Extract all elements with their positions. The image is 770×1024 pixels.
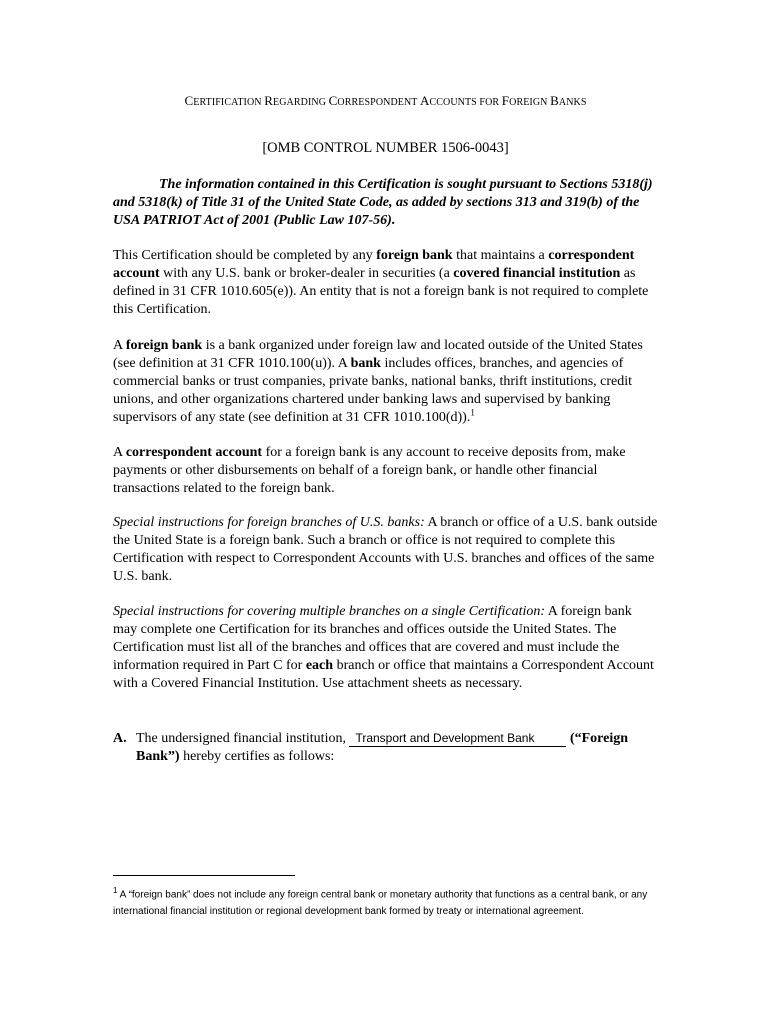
title-part: R	[264, 93, 274, 108]
title-part: EGARDING	[273, 97, 329, 108]
text-run: This Certification should be completed by any	[113, 248, 377, 263]
footnote	[113, 882, 658, 920]
text-run: for a foreign bank is any account to receive deposits from, make payments or other disbursements on behalf of a foreign bank, or handle other financial transactions related to the foreign bank.	[113, 445, 626, 496]
financial-institution-name-field[interactable]: Transport and Development Bank	[349, 731, 566, 747]
text-run: as defined in 31 CFR 1010.605(e)). An entity that is not a foreign bank is not required to complete this Certification.	[113, 266, 649, 317]
instruction-heading: Special instructions for covering multiple branches on a single Certification:	[113, 604, 546, 619]
term-foreign-bank-defined: (“Foreign Bank”)	[136, 731, 629, 764]
text-run: The undersigned financial institution,	[136, 731, 350, 746]
text-run: is a bank organized under foreign law and located outside of the United States (see definition at 31 CFR 1010.100(u)). A	[113, 338, 643, 371]
term-correspondent-account: correspondent account	[113, 248, 635, 281]
title-part: F	[501, 93, 510, 108]
title-part: CCOUNTS FOR	[429, 97, 502, 108]
footnote-reference[interactable]: 1	[470, 407, 475, 418]
section-a	[113, 730, 658, 766]
title-part: OREIGN	[509, 97, 551, 108]
paragraph-correspondent-account-definition	[113, 444, 658, 498]
term-foreign-bank: foreign bank	[125, 338, 203, 353]
text-run: with any U.S. bank or broker-dealer in securities (a	[159, 266, 454, 281]
text-run: A branch or office of a U.S. bank outside the United State is a foreign bank. Such a branch or office is not required to complete this Certification with respect to Correspondent Accounts with U.S. branches and offices of the same U.S. bank.	[113, 515, 658, 584]
term-each: each	[305, 658, 334, 673]
title-part: B	[550, 93, 559, 108]
title-part: A	[419, 93, 430, 108]
text-run: hereby certifies as follows:	[179, 749, 335, 764]
title-part: ANKS	[558, 97, 587, 108]
title-part: ERTIFICATION	[193, 97, 265, 108]
term-foreign-bank: foreign bank	[376, 248, 453, 263]
document-title	[113, 93, 658, 109]
text-run: A	[113, 338, 126, 353]
paragraph-special-instructions-multiple-branches	[113, 603, 658, 693]
text-run: includes offices, branches, and agencies of commercial banks or trust companies, private banks, national banks, thrift institutions, credit unions, and other organizations chartered under banking laws and supervised by banking supervisors of any state (see definition at 31 CFR 1010.100(d)).	[113, 356, 633, 425]
paragraph-scope	[113, 247, 658, 319]
text-run: that maintains a	[452, 248, 549, 263]
term-covered-financial-institution: covered financial institution	[453, 266, 621, 281]
section-letter: A.	[113, 731, 127, 746]
section-a-body	[136, 730, 658, 766]
term-bank: bank	[350, 356, 381, 371]
title-part: C	[184, 93, 194, 108]
footnote-text: A “foreign bank” does not include any foreign central bank or monetary authority that functions as a central bank, or any international financial institution or regional development bank formed by treaty or international agreement.	[113, 889, 648, 918]
title-part: C	[328, 93, 338, 108]
paragraph-special-instructions-us-branches	[113, 514, 658, 586]
instruction-heading: Special instructions for foreign branches of U.S. banks:	[113, 515, 425, 530]
footnote-number: 1	[113, 886, 118, 895]
title-part: ORRESPONDENT	[337, 97, 420, 108]
term-correspondent-account: correspondent account	[125, 445, 263, 460]
omb-control-number: [OMB CONTROL NUMBER 1506-0043]	[262, 140, 509, 156]
text-run: branch or office that maintains a Correspondent Account with a Covered Financial Institution. Use attachment sheets as necessary.	[113, 658, 654, 691]
paragraph-foreign-bank-definition	[113, 337, 658, 427]
footnote-divider	[113, 875, 295, 876]
intro-paragraph: The information contained in this Certification is sought pursuant to Sections 5318(j) and 5318(k) of Title 31 of the United State Code, as added by sections 313 and 319(b) of the USA PATRIOT Act of 2001 (Public Law 107-56).	[113, 177, 653, 228]
text-run: A foreign bank may complete one Certification for its branches and offices outside the United States. The Certification must list all of the branches and offices that are covered and must include the information required in Part C for	[113, 604, 632, 673]
text-run: A	[113, 445, 126, 460]
